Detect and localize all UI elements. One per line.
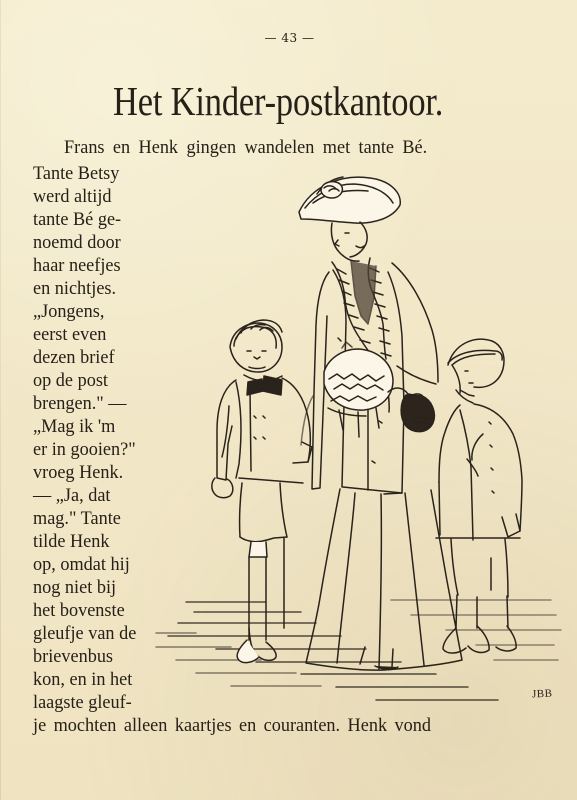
text-line: eerst even	[33, 324, 107, 345]
text-line: Tante Betsy	[33, 163, 120, 184]
text-line: mag." Tante	[33, 508, 121, 529]
left-text-column	[33, 164, 165, 724]
text-line: en nichtjes.	[33, 278, 117, 299]
text-line-bottom: je mochten alleen kaartjes en couranten. Henk vond	[33, 715, 431, 736]
page-number: — 43 —	[264, 31, 315, 45]
text-line: er in gooien?"	[33, 439, 136, 460]
text-line: brievenbus	[33, 646, 114, 667]
text-line: werd altijd	[33, 186, 112, 207]
woman-and-children-illustration	[156, 160, 566, 715]
text-line: gleufje van de	[33, 623, 137, 644]
text-line: haar neefjes	[33, 255, 121, 276]
chapter-title: Het Kinder-postkantoor.	[113, 78, 444, 124]
text-line: — „Ja, dat	[33, 485, 111, 506]
illustrator-signature: JBB	[531, 687, 553, 701]
text-line: „Mag ik 'm	[33, 416, 116, 437]
text-line: laagste gleuf-	[33, 692, 132, 713]
text-line: „Jongens,	[33, 301, 105, 322]
text-line: nog niet bij	[33, 577, 117, 598]
text-line: vroeg Henk.	[33, 462, 124, 483]
text-line: op de post	[33, 370, 108, 391]
text-line: tilde Henk	[33, 531, 110, 552]
text-line: op, omdat hij	[33, 554, 130, 575]
text-line-top: Frans en Henk gingen wandelen met tante Bé.	[64, 137, 428, 158]
text-line: noemd door	[33, 232, 121, 253]
text-line: dezen brief	[33, 347, 115, 368]
text-line: het bovenste	[33, 600, 125, 621]
text-line: brengen." —	[33, 393, 127, 414]
text-line: tante Bé ge-	[33, 209, 122, 230]
text-line: kon, en in het	[33, 669, 133, 690]
